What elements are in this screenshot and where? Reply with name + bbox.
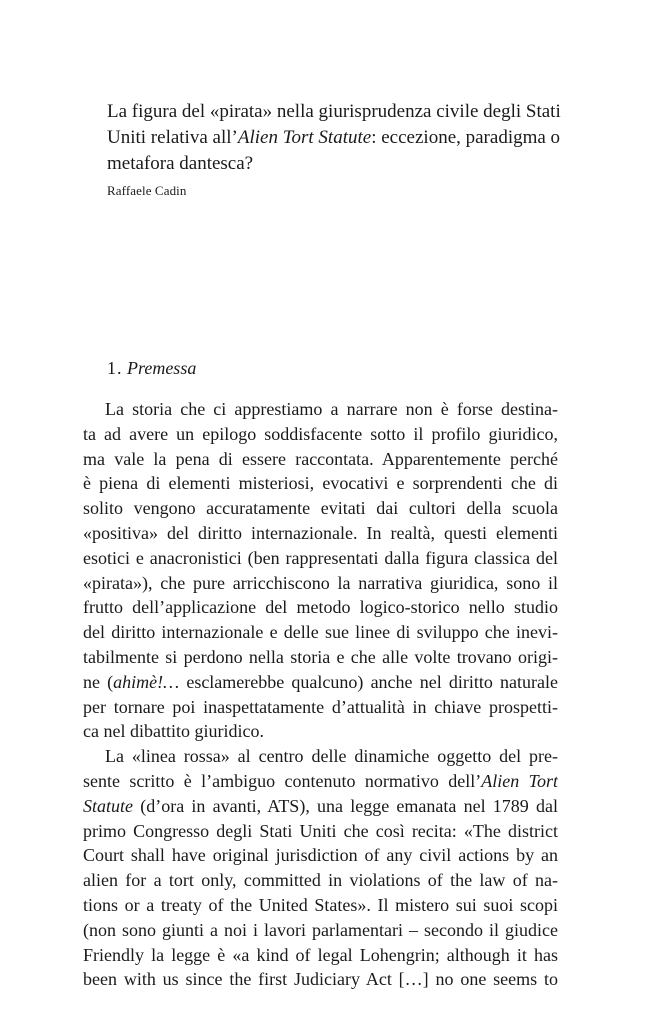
- text-italic: ahimè!…: [113, 671, 180, 692]
- section-number: 1.: [107, 358, 123, 378]
- text-line: been with us since the first Judiciary Act […] no one seems to: [83, 969, 558, 990]
- chapter-title-part2: : eccezione, paradigma o metafora dantesca?: [107, 127, 561, 174]
- text-italic: Alien Tort: [481, 770, 558, 791]
- text-line: ca nel dibattito giuridico.: [83, 721, 264, 742]
- text-line: La storia che ci apprestiamo a narrare non è forse destina-: [105, 399, 558, 419]
- text-segment: sente scritto è l’ambiguo contenuto normativo dell’: [83, 770, 482, 791]
- text-line: Friendly la legge è «a kind of legal Lohengrin; although it has: [83, 944, 558, 965]
- text-segment: esclamerebbe qualcuno) anche nel diritto naturale: [179, 671, 558, 692]
- chapter-title-italic: Alien Tort Statute: [237, 127, 372, 148]
- text-line: ta ad avere un epilogo soddisfacente sotto il profilo giuridico,: [83, 423, 558, 444]
- section-title: Premessa: [127, 358, 197, 378]
- text-line: tabilmente si perdono nella storia e che alle volte trovano origi-: [83, 646, 558, 667]
- text-line: «positiva» del diritto internazionale. In realtà, questi elementi: [83, 522, 558, 543]
- chapter-title: [107, 99, 567, 177]
- text-line: Court shall have original jurisdiction of any civil actions by an: [83, 845, 558, 866]
- text-line: alien for a tort only, committed in violations of the law of na-: [83, 870, 558, 891]
- chapter-header: [107, 99, 567, 200]
- text-segment: ne (: [83, 671, 114, 692]
- text-segment: (d’ora in avanti, ATS), una legge emanata nel 1789 dal: [133, 795, 558, 816]
- text-line: solito vengono accuratamente evitati dai cultori della scuola: [83, 498, 558, 519]
- text-line: per tornare poi inaspettatamente d’attualità in chiave prospetti-: [83, 696, 558, 717]
- text-italic: Statute: [83, 795, 133, 816]
- text-line: tions or a treaty of the United States». Il mistero sui suoi scopi: [83, 894, 558, 915]
- chapter-title-part1: La figura del «pirata» nella giurisprudenza civile degli Stati Uniti relativa all’: [107, 101, 561, 148]
- chapter-author: Raffaele Cadin: [107, 183, 187, 198]
- text-line: esotici e anacronistici (ben rappresentati dalla figura classica del: [83, 547, 558, 568]
- text-line: primo Congresso degli Stati Uniti che così recita: «The district: [83, 820, 558, 841]
- text-line: La «linea rossa» al centro delle dinamiche oggetto del pre-: [105, 746, 558, 767]
- text-line: [83, 769, 558, 794]
- text-line: frutto dell’applicazione del metodo logico-storico nello studio: [83, 597, 558, 618]
- text-line: [83, 670, 558, 695]
- text-line: (non sono giunti a noi i lavori parlamentari – secondo il giudice: [83, 919, 558, 940]
- text-line: ma vale la pena di essere raccontata. Apparentemente perché: [83, 448, 558, 469]
- text-line: [83, 794, 558, 819]
- text-line: «pirata»), che pure arricchiscono la narrativa giuridica, sono il: [83, 572, 558, 593]
- section-heading: [107, 356, 196, 380]
- text-line: del diritto internazionale e delle sue linee di sviluppo che inevi-: [83, 622, 558, 643]
- text-line: è piena di elementi misteriosi, evocativi e sorprendenti che di: [83, 473, 558, 494]
- body-text: [83, 397, 558, 992]
